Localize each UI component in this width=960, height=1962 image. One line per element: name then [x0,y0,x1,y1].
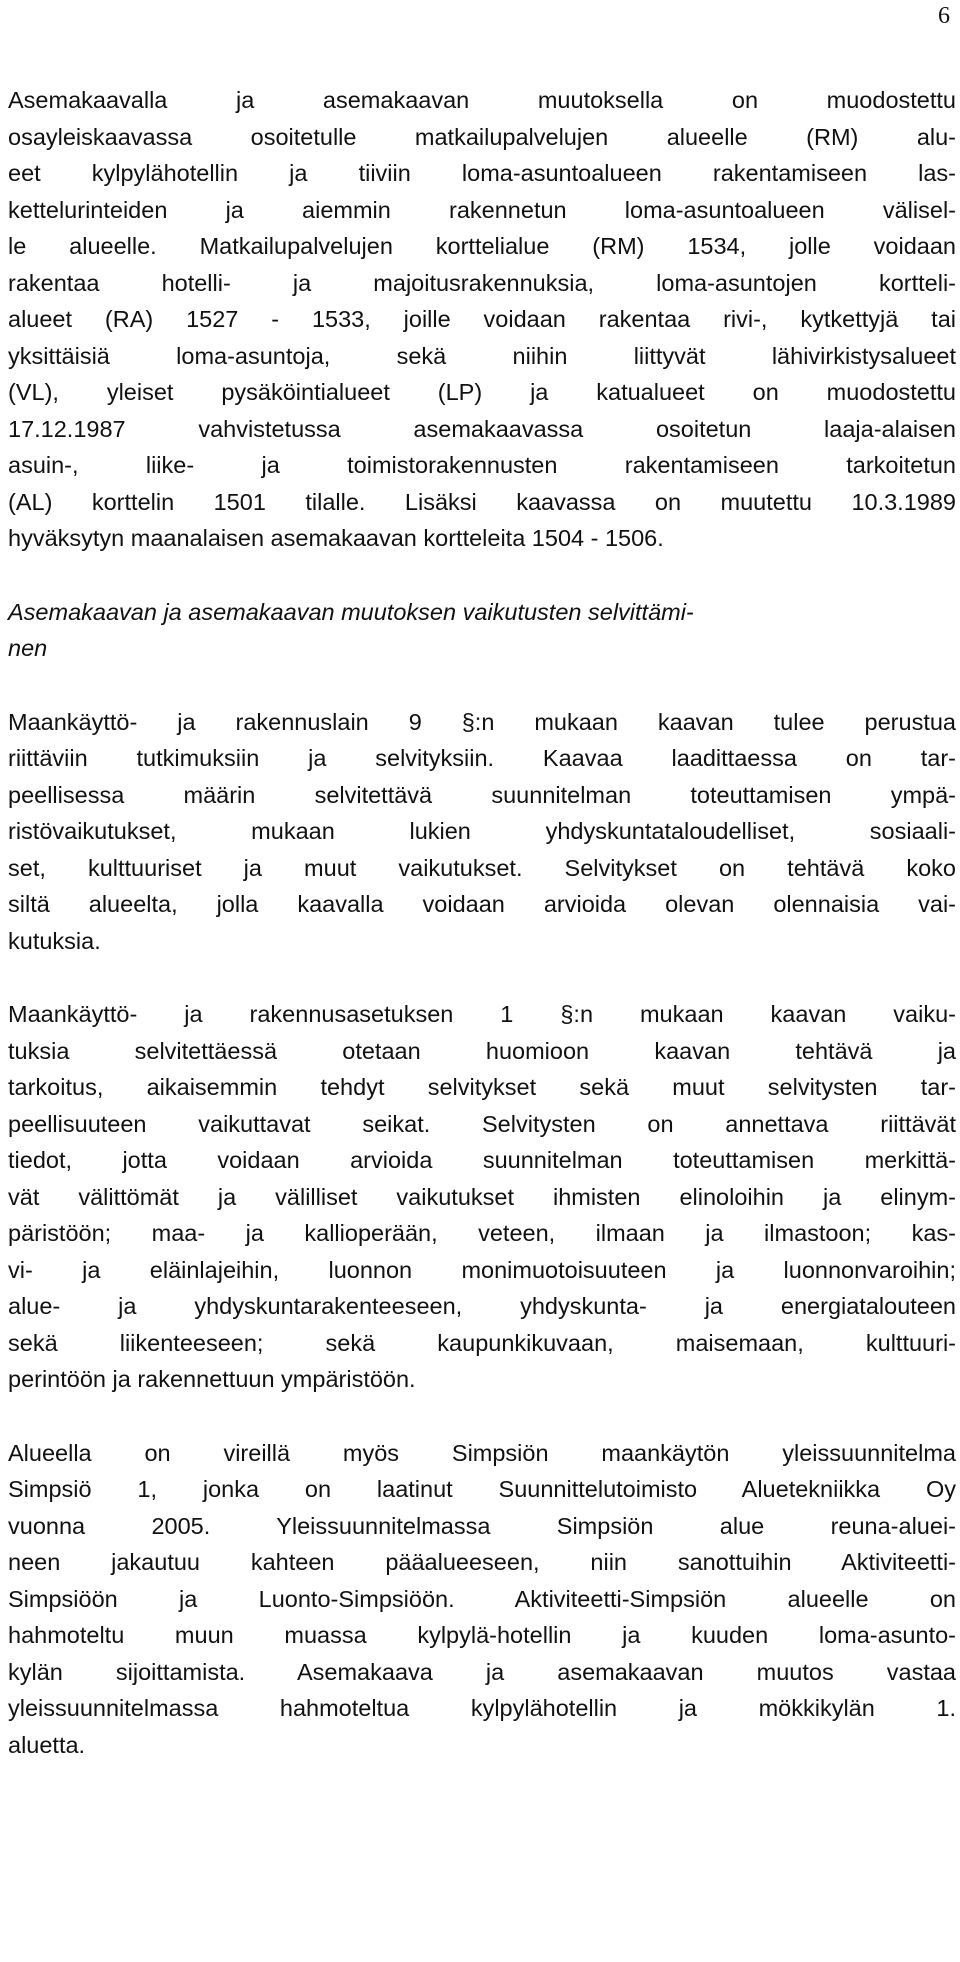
text-line: (VL), yleiset pysäköintialueet (LP) ja katualueet on muodostettu [8,379,956,405]
text-line: kylän sijoittamista. Asemakaava ja asemakaavan muutos vastaa [8,1658,956,1685]
text-line: hahmoteltu muun muassa kylpylä-hotellin ja kuuden loma-asunto- [8,1622,956,1648]
text-line: 17.12.1987 vahvistetussa asemakaavassa osoitetun laaja-alaisen [8,415,956,442]
text-line: tiedot, jotta voidaan arvioida suunnitelman toteuttamisen merkittä- [8,1147,956,1173]
body-paragraph [8,704,956,960]
text-line: perintöön ja rakennettuun ympäristöön. [8,1366,416,1392]
text-line: Simpsiöön ja Luonto-Simpsiöön. Aktiviteetti-Simpsiön alueelle on [8,1585,956,1612]
text-line: kettelurinteiden ja aiemmin rakennetun loma-asuntoalueen välisel- [8,196,956,223]
text-line: vi- ja eläinlajeihin, luonnon monimuotoisuuteen ja luonnonvaroihin; [8,1256,956,1283]
text-line: vuonna 2005. Yleissuunnitelmassa Simpsiön alue reuna-aluei- [8,1512,956,1539]
text-line: alueet (RA) 1527 - 1533, joille voidaan rakentaa rivi-, kytkettyjä tai [8,306,956,332]
page-number: 6 [938,3,950,29]
text-line: siltä alueelta, jolla kaavalla voidaan arvioida olevan olennaisia vai- [8,891,956,917]
text-line: riittäviin tutkimuksiin ja selvityksiin. Kaavaa laadittaessa on tar- [8,745,956,771]
text-line: alue- ja yhdyskuntarakenteeseen, yhdyskunta- ja energiatalouteen [8,1293,956,1319]
text-line: hyväksytyn maanalaisen asemakaavan kortteleita 1504 - 1506. [8,525,664,551]
text-line: peellisuuteen vaikuttavat seikat. Selvitysten on annettava riittävät [8,1110,956,1137]
paragraph-spacer [8,959,956,996]
text-line: tuksia selvitettäessä otetaan huomioon kaavan tehtävä ja [8,1037,956,1064]
section-heading [8,594,956,667]
text-line: tarkoitus, aikaisemmin tehdyt selvitykset sekä muut selvitysten tar- [8,1074,956,1100]
text-line: Maankäyttö- ja rakennuslain 9 §:n mukaan kaavan tulee perustua [8,708,956,735]
text-line: Alueella on vireillä myös Simpsiön maankäytön yleissuunnitelma [8,1439,956,1466]
text-line: neen jakautuu kahteen pääalueeseen, niin sanottuihin Aktiviteetti- [8,1549,956,1575]
body-paragraph [8,1435,956,1764]
text-line: eet kylpylähotellin ja tiiviin loma-asuntoalueen rakentamiseen las- [8,160,956,186]
text-line: asuin-, liike- ja toimistorakennusten rakentamiseen tarkoitetun [8,452,956,478]
text-line: ristövaikutukset, mukaan lukien yhdyskuntataloudelliset, sosiaali- [8,818,956,844]
text-line: yleissuunnitelmassa hahmoteltua kylpylähotellin ja mökkikylän 1. [8,1695,956,1721]
paragraph-spacer [8,557,956,594]
text-line: sekä liikenteeseen; sekä kaupunkikuvaan, maisemaan, kulttuuri- [8,1329,956,1356]
heading-line: nen [8,635,48,661]
paragraph-spacer [8,1398,956,1435]
text-line: set, kulttuuriset ja muut vaikutukset. Selvitykset on tehtävä koko [8,854,956,881]
text-line: Maankäyttö- ja rakennusasetuksen 1 §:n mukaan kaavan vaiku- [8,1001,956,1027]
text-line: yksittäisiä loma-asuntoja, sekä niihin liittyvät lähivirkistysalueet [8,342,956,369]
text-line: päristöön; maa- ja kallioperään, veteen, ilmaan ja ilmastoon; kas- [8,1220,956,1246]
text-line: Asemakaavalla ja asemakaavan muutoksella on muodostettu [8,87,956,113]
text-line: vät välittömät ja välilliset vaikutukset ihmisten elinoloihin ja elinym- [8,1183,956,1210]
text-line: le alueelle. Matkailupalvelujen korttelialue (RM) 1534, jolle voidaan [8,233,956,259]
text-line: peellisessa määrin selvitettävä suunnitelman toteuttamisen ympä- [8,781,956,808]
text-line: Simpsiö 1, jonka on laatinut Suunnittelutoimisto Aluetekniikka Oy [8,1476,956,1502]
body-paragraph [8,996,956,1398]
paragraph-spacer [8,667,956,704]
heading-line: Asemakaavan ja asemakaavan muutoksen vaikutusten selvittämi- [8,598,694,625]
text-line: aluetta. [8,1731,86,1758]
text-line: rakentaa hotelli- ja majoitusrakennuksia, loma-asuntojen kortteli- [8,269,956,296]
body-paragraph [8,82,956,557]
text-line: osayleiskaavassa osoitetulle matkailupalvelujen alueelle (RM) alu- [8,123,956,150]
paragraph-list [8,82,956,1763]
text-line: (AL) korttelin 1501 tilalle. Lisäksi kaavassa on muutettu 10.3.1989 [8,488,956,515]
document-body [8,82,956,1763]
text-line: kutuksia. [8,927,101,954]
